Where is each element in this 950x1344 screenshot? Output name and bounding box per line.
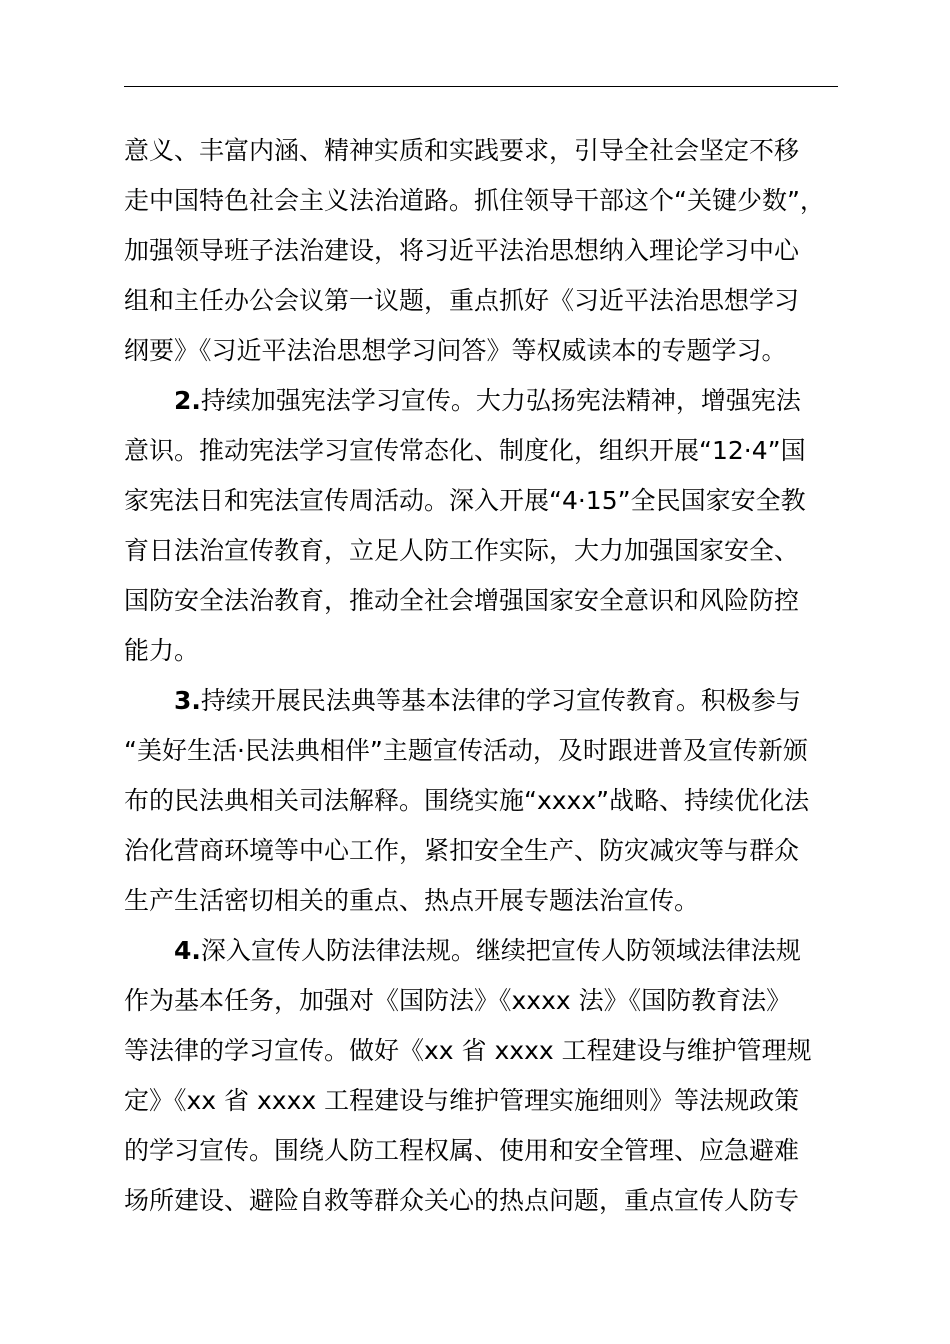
paragraph-line: 组和主任办公会议第一议题，重点抓好《习近平法治思想学习 (124, 286, 800, 315)
paragraph-line: 能力。 (124, 636, 200, 665)
paragraph-line: 定》《xx 省 xxxx 工程建设与维护管理实施细则》等法规政策 (124, 1086, 800, 1115)
paragraph-line: 纲要》《习近平法治思想学习问答》等权威读本的专题学习。 (124, 336, 787, 365)
paragraph-1 (124, 126, 844, 376)
paragraph-line: 意义、丰富内涵、精神实质和实践要求，引导全社会坚定不移 (124, 136, 800, 165)
paragraph-line: “美好生活·民法典相伴”主题宣传活动，及时跟进普及宣传新颁 (124, 736, 808, 765)
paragraph-line: 场所建设、避险自救等群众关心的热点问题，重点宣传人防专 (124, 1186, 800, 1215)
paragraph-line: 等法律的学习宣传。做好《xx 省 xxxx 工程建设与维护管理规 (124, 1036, 812, 1065)
item-number: 2. (174, 386, 201, 415)
paragraph-line: 国防安全法治教育，推动全社会增强国家安全意识和风险防控 (124, 586, 800, 615)
paragraph-first-line (124, 676, 844, 726)
paragraph-heading-text: 深入宣传人防法律法规。继续把宣传人防领域法律法规 (200, 936, 801, 965)
paragraph-line: 生产生活密切相关的重点、热点开展专题法治宣传。 (124, 886, 700, 915)
paragraph-heading-text: 持续加强宪法学习宣传。大力弘扬宪法精神，增强宪法 (200, 386, 801, 415)
paragraph-line: 作为基本任务，加强对《国防法》《xxxx 法》《国防教育法》 (124, 986, 792, 1015)
paragraph-3 (124, 676, 844, 926)
document-body (124, 126, 844, 1226)
paragraph-line: 意识。推动宪法学习宣传常态化、制度化，组织开展“12·4”国 (124, 436, 806, 465)
paragraph-line: 育日法治宣传教育，立足人防工作实际，大力加强国家安全、 (124, 536, 800, 565)
paragraph-line: 的学习宣传。围绕人防工程权属、使用和安全管理、应急避难 (124, 1136, 800, 1165)
paragraph-line: 家宪法日和宪法宣传周活动。深入开展“4·15”全民国家安全教 (124, 486, 806, 515)
header-rule (124, 86, 838, 87)
item-number: 4. (174, 936, 201, 965)
paragraph-line: 走中国特色社会主义法治道路。抓住领导干部这个“关键少数”， (124, 186, 825, 215)
paragraph-first-line (124, 926, 844, 976)
paragraph-4 (124, 926, 844, 1226)
item-number: 3. (174, 686, 201, 715)
paragraph-first-line (124, 376, 844, 426)
paragraph-line: 加强领导班子法治建设，将习近平法治思想纳入理论学习中心 (124, 236, 800, 265)
paragraph-heading-text: 持续开展民法典等基本法律的学习宣传教育。积极参与 (200, 686, 801, 715)
paragraph-2 (124, 376, 844, 676)
paragraph-line: 治化营商环境等中心工作，紧扣安全生产、防灾减灾等与群众 (124, 836, 800, 865)
paragraph-line: 布的民法典相关司法解释。围绕实施“xxxx”战略、持续优化法 (124, 786, 810, 815)
